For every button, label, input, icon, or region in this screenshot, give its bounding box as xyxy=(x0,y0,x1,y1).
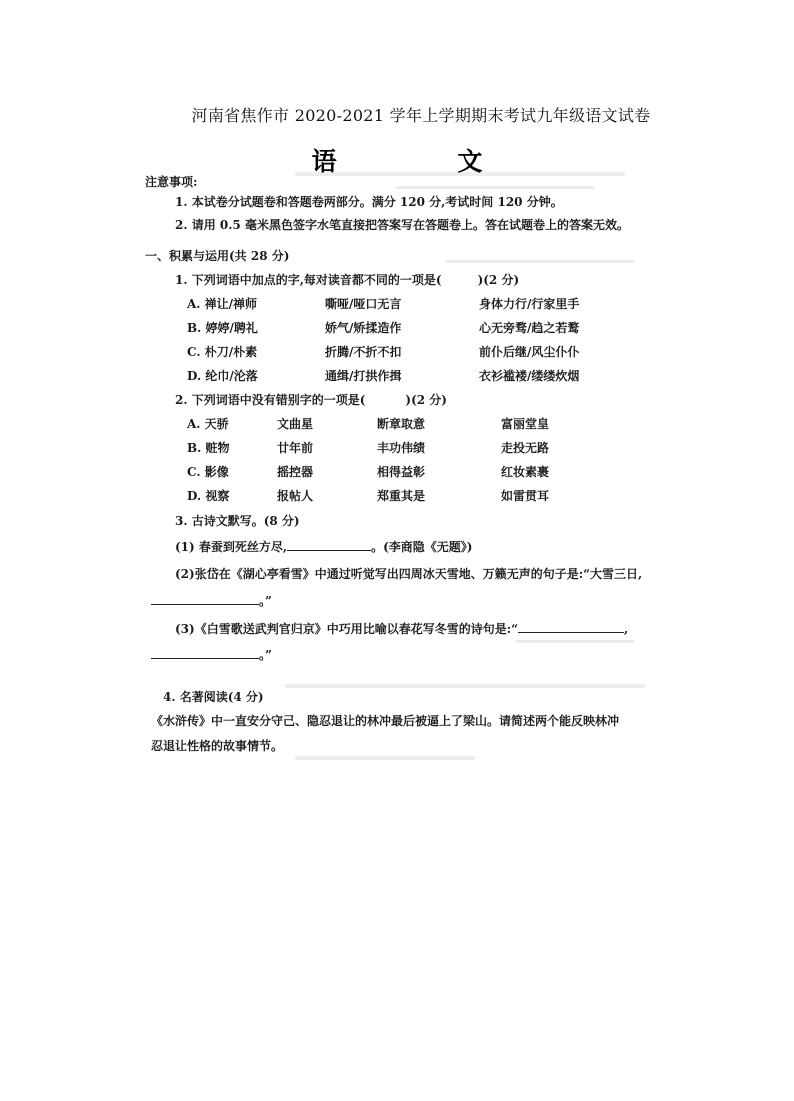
q3-part-3-comma: , xyxy=(624,622,629,636)
question-1-text: 1. 下列词语中加点的字,每对读音都不同的一项是( xyxy=(175,273,442,287)
q2-option-d-col2: 报帖人 xyxy=(277,489,314,503)
q1-option-a: A. 禅让/禅师 xyxy=(187,297,258,311)
scanned-exam-content xyxy=(145,170,645,790)
scan-noise xyxy=(285,684,645,688)
q2-option-c-col2: 摇控器 xyxy=(277,465,314,479)
q2-option-a-col4: 富丽堂皇 xyxy=(501,417,550,431)
q3-part-1-source: 。(李商隐《无题》) xyxy=(371,540,473,554)
q2-option-d-col3: 郑重其是 xyxy=(377,489,426,503)
q1-option-b-col2: 娇气/矫揉造作 xyxy=(325,321,402,335)
answer-blank[interactable] xyxy=(518,622,624,633)
q2-option-a-col3: 断章取意 xyxy=(377,417,426,431)
q3-part-3-text: (3)《白雪歌送武判官归京》中巧用比喻以春花写冬雪的诗句是:“ xyxy=(175,622,519,636)
document-title: 河南省焦作市 2020-2021 学年上学期期末考试九年级语文试卷 xyxy=(191,106,651,125)
subject-title: 语 文 xyxy=(311,147,539,176)
answer-blank[interactable] xyxy=(287,540,371,551)
question-2-stem xyxy=(175,394,447,406)
q2-option-a: A. 天骄 xyxy=(187,417,229,431)
scan-noise xyxy=(445,260,635,263)
q1-option-d-col3: 衣衫褴褛/缕缕炊烟 xyxy=(479,369,580,383)
question-1-score: )(2 分) xyxy=(477,273,520,287)
q3-part-3 xyxy=(175,622,628,635)
q3-part-1-text: (1) 春蚕到死丝方尽, xyxy=(175,540,288,554)
q1-option-b: B. 婷婷/聘礼 xyxy=(187,321,258,335)
scan-noise xyxy=(515,640,635,643)
q2-option-b-col3: 丰功伟绩 xyxy=(377,441,426,455)
q3-part-2: (2)张岱在《湖心亭看雪》中通过听觉写出四周冰天雪地、万籁无声的句子是:“大雪三日, xyxy=(175,567,643,581)
q2-option-c-col4: 红妆素裹 xyxy=(501,465,550,479)
q1-option-c-col3: 前仆后继/风尘仆仆 xyxy=(479,345,580,359)
q2-option-c: C. 影像 xyxy=(187,465,229,479)
question-4-text-1: 《水浒传》中一直安分守己、隐忍退让的林冲最后被逼上了梁山。请简述两个能反映林冲 xyxy=(151,714,620,728)
q2-option-b-col2: 廿年前 xyxy=(277,441,314,455)
q1-option-c: C. 朴刀/朴素 xyxy=(187,345,258,359)
answer-blank[interactable] xyxy=(151,594,259,605)
notice-item-2: 2. 请用 0.5 毫米黑色签字水笔直接把答案写在答题卷上。答在试题卷上的答案无效。 xyxy=(175,218,629,232)
q1-option-a-col2: 嘶哑/哑口无言 xyxy=(325,297,402,311)
section-heading: 一、积累与运用(共 28 分) xyxy=(145,249,290,263)
q2-option-d-col4: 如雷贯耳 xyxy=(501,489,550,503)
q2-option-b: B. 赃物 xyxy=(187,441,230,455)
question-2-text: 2. 下列词语中没有错别字的一项是( xyxy=(175,393,366,407)
question-3-stem: 3. 古诗文默写。(8 分) xyxy=(175,514,300,528)
q1-option-a-col3: 身体力行/行家里手 xyxy=(479,297,580,311)
notice-heading: 注意事项: xyxy=(145,175,198,189)
q3-part-2-cont xyxy=(151,594,272,607)
q3-part-3-cont xyxy=(151,648,272,661)
q2-option-a-col2: 文曲星 xyxy=(277,417,314,431)
question-4-stem: 4. 名著阅读(4 分) xyxy=(163,690,264,704)
q3-part-1 xyxy=(175,540,472,553)
notice-item-1: 1. 本试卷分试题卷和答题卷两部分。满分 120 分,考试时间 120 分钟。 xyxy=(175,195,563,209)
q1-option-c-col2: 折腾/不折不扣 xyxy=(325,345,402,359)
scan-noise xyxy=(395,186,595,189)
scan-noise xyxy=(295,756,475,760)
q1-option-d: D. 纶巾/沦落 xyxy=(187,369,258,383)
q2-option-c-col3: 相得益彰 xyxy=(377,465,426,479)
q2-option-b-col4: 走投无路 xyxy=(501,441,550,455)
q2-option-d: D. 视察 xyxy=(187,489,230,503)
q1-option-d-col2: 通缉/打拱作揖 xyxy=(325,369,402,383)
q1-option-b-col3: 心无旁骛/趋之若鹜 xyxy=(479,321,580,335)
q3-part-3-end: 。” xyxy=(259,648,272,662)
question-1-stem xyxy=(175,274,519,286)
answer-blank[interactable] xyxy=(151,648,259,659)
q3-part-2-end: 。” xyxy=(259,594,272,608)
question-4-text-2: 忍退让性格的故事情节。 xyxy=(151,739,284,753)
question-2-score: )(2 分) xyxy=(405,393,447,407)
scan-noise xyxy=(295,172,625,176)
